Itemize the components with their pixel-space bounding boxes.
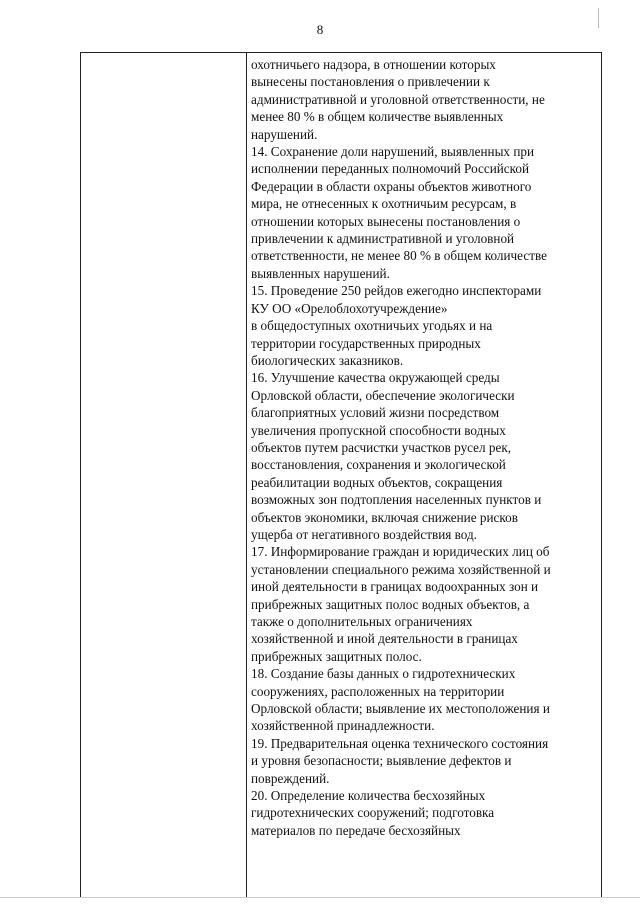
text-line: Орловской области, обеспечение экологически (251, 387, 515, 403)
paragraph (251, 56, 595, 143)
text-line: в общедоступных охотничьих угодьях и на (251, 318, 493, 334)
column-divider (246, 53, 247, 897)
text-line: восстановления, сохранения и экологической (251, 457, 506, 473)
page-number: 8 (316, 22, 324, 37)
text-line: гидротехнических сооружений; подготовка (251, 805, 495, 821)
text-line: мира, не отнесенных к охотничьим ресурсам, в (251, 196, 517, 212)
scan-mark (598, 8, 599, 28)
text-line: иной деятельности в границах водоохранных зон и (251, 579, 539, 595)
text-line: 18. Создание базы данных о гидротехнических (251, 666, 516, 682)
text-line: благоприятных условий жизни посредством (251, 405, 500, 421)
text-line: реабилитации водных объектов, сокращения (251, 474, 503, 490)
text-line: 17. Информирование граждан и юридических лиц об (251, 544, 550, 560)
text-line: хозяйственной и иной деятельности в границах (251, 631, 518, 647)
text-line: также о дополнительных ограничениях (251, 614, 473, 629)
text-line: повреждений. (251, 770, 330, 786)
text-line: хозяйственной принадлежности. (251, 718, 435, 734)
text-line: 19. Предварительная оценка технического состояния (251, 735, 549, 751)
text-line: Орловской области; выявление их местоположения и (251, 701, 550, 717)
text-line: прибрежных защитных полос. (251, 648, 422, 664)
text-line: 16. Улучшение качества окружающей среды (251, 370, 500, 386)
paragraph (251, 543, 595, 665)
page-bottom-edge (0, 897, 640, 898)
text-line: выявленных нарушений. (251, 265, 390, 281)
paragraph (251, 143, 595, 282)
paragraph (251, 282, 595, 369)
text-line: менее 80 % в общем количестве выявленных (251, 109, 504, 125)
text-line: объектов путем расчистки участков русел рек, (251, 439, 512, 455)
text-line: 15. Проведение 250 рейдов ежегодно инспекторами (251, 283, 542, 299)
text-line: сооружениях, расположенных на территории (251, 683, 505, 699)
text-line: привлечении к административной и уголовной (251, 231, 515, 247)
text-line: КУ ОО «Орелоблохотучреждение» (251, 300, 448, 316)
text-line: охотничьего надзора, в отношении которых (251, 57, 496, 72)
paragraph (251, 369, 595, 543)
text-line: и уровня безопасности; выявление дефектов и (251, 753, 512, 769)
text-line: территории государственных природных (251, 335, 481, 351)
text-line: нарушений. (251, 126, 318, 142)
text-line: административной и уголовной ответственности, не (251, 91, 545, 107)
text-line: увеличения пропускной способности водных (251, 422, 506, 438)
text-line: объектов экономики, включая снижение рисков (251, 509, 518, 525)
paragraph (251, 787, 595, 839)
text-line: Федерации в области охраны объектов животного (251, 178, 532, 194)
text-line: 20. Определение количества бесхозяйных (251, 788, 486, 804)
text-line: ущерба от негативного воздействия вод. (251, 526, 477, 542)
text-line: биологических заказников. (251, 352, 404, 368)
text-line: установлении специального режима хозяйственной и (251, 561, 551, 577)
text-line: исполнении переданных полномочий Российской (251, 161, 530, 177)
text-line: ответственности, не менее 80 % в общем количестве (251, 248, 547, 264)
text-line: отношении которых вынесены постановления о (251, 213, 521, 229)
text-line: вынесены постановления о привлечении к (251, 74, 490, 90)
table-right-column (251, 56, 595, 839)
paragraph (251, 735, 595, 787)
text-line: прибрежных защитных полос водных объектов, а (251, 596, 530, 612)
paragraph (251, 665, 595, 735)
text-line: возможных зон подтопления населенных пунктов и (251, 492, 542, 508)
text-line: материалов по передаче бесхозяйных (251, 822, 461, 838)
text-line: 14. Сохранение доли нарушений, выявленных при (251, 144, 535, 160)
content-table (80, 52, 602, 897)
